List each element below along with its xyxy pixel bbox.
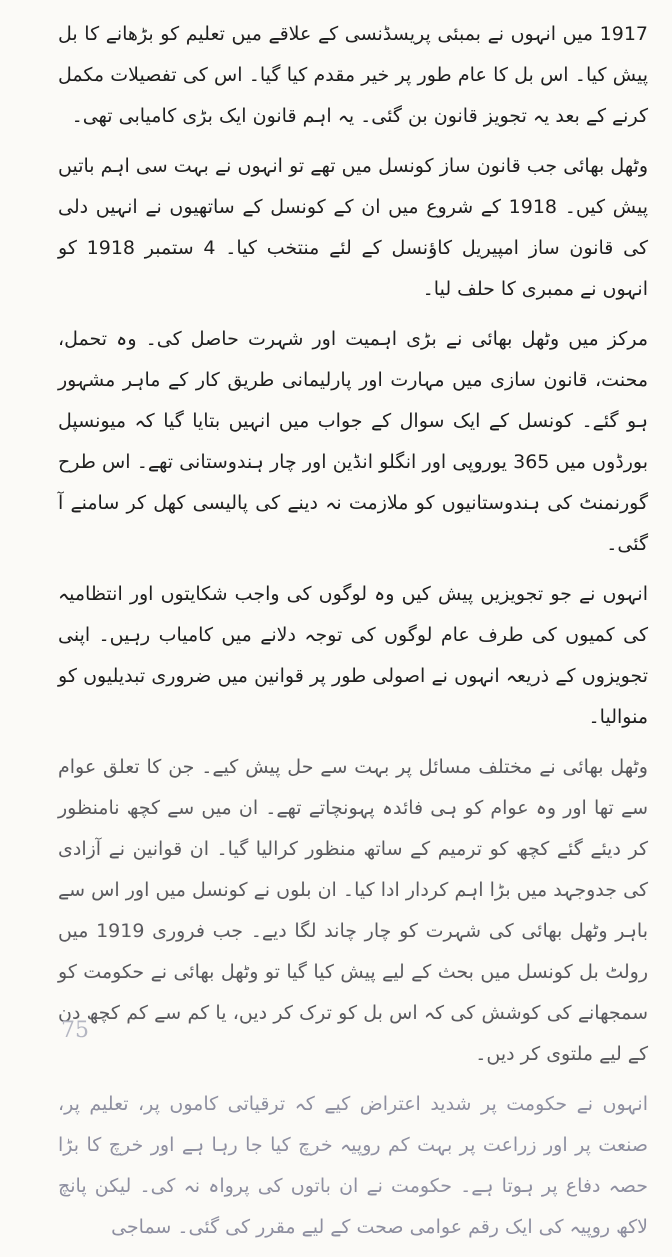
text-line: میں اور اس سے باہر وٹھل بھائی کی شہرت کو چار چاند لگا دیے۔ جب فروری 1919 میں رولٹ xyxy=(58,879,649,983)
text-line: سامنے آ گئی۔ xyxy=(58,492,648,555)
paragraph-1 xyxy=(58,14,648,137)
text-line: امپیریل کاؤنسل کے لئے منتخب کیا۔ 4 ستمبر 1918 کو انہوں نے ممبری کا حلف لیا۔ xyxy=(58,237,648,300)
text-line: کیں۔ 1918 کے شروع میں ان کے کونسل کے ساتھیوں نے انہیں دلی کی قانون ساز xyxy=(58,196,648,259)
text-line: 1917 میں انہوں نے بمبئی پریسڈنسی کے علاقے میں تعلیم کو بڑھانے کا بل پیش کیا۔ اس بل کا xyxy=(58,23,649,86)
paragraph-3 xyxy=(58,319,648,565)
text-line: قانون ایک بڑی کامیابی تھی۔ xyxy=(71,105,297,127)
text-line: زراعت پر بہت کم روپیہ خرچ کیا جا رہا ہے اور خرچ کا بڑا حصہ دفاع پر ہوتا ہے۔ حکومت نے ان xyxy=(58,1134,648,1197)
page-number: 75 xyxy=(61,1018,89,1043)
text-line: طور پر قوانین میں ضروری تبدیلیوں کو منوالیا۔ xyxy=(58,665,648,728)
paragraph-2 xyxy=(58,146,648,310)
text-line: انہوں نے جو تجویزیں پیش کیں وہ لوگوں کی واجب شکایتوں اور انتظامیہ کی کمیوں کی xyxy=(58,583,649,646)
text-line: وہ عوام کو ہی فائدہ پہونچاتے تھے۔ ان میں سے کچھ نامنظور کر دیئے گئے کچھ کو ترمیم کے ساتھ xyxy=(58,797,648,860)
paragraph-6 xyxy=(58,1084,648,1248)
text-line: انہوں نے حکومت پر شدید اعتراض کیے کہ ترقیاتی کاموں پر، تعلیم پر، صنعت پر اور xyxy=(58,1093,648,1156)
page-text xyxy=(58,14,648,1257)
text-line: جواب میں انہیں بتایا گیا کہ میونسپل بورڈوں میں 365 یوروپی اور انگلو انڈین اور چار xyxy=(58,410,648,473)
text-line: وٹھل بھائی جب قانون ساز کونسل میں تھے تو انہوں نے بہت سی اہم باتیں پیش xyxy=(58,155,649,218)
text-line: کی کہ اس بل کو ترک کر دیں، یا کم سے کم کچھ دن کے لیے ملتوی کر دیں۔ xyxy=(58,1002,648,1065)
text-line: طرف عام لوگوں کی توجہ دلانے میں کامیاب رہیں۔ اپنی تجویزوں کے ذریعہ انہوں نے اصولی xyxy=(58,624,649,687)
text-line: منظور کرالیا گیا۔ ان قوانین نے آزادی کی جدوجہد میں بڑا اہم کردار ادا کیا۔ ان بلوں نے کونسل xyxy=(58,838,648,901)
text-line: مرکز میں وٹھل بھائی نے بڑی اہمیت اور شہرت حاصل کی۔ وہ تحمل، محنت، قانون xyxy=(58,328,649,391)
text-line: بل کونسل میں بحث کے لیے پیش کیا گیا تو وٹھل بھائی نے حکومت کو سمجھانے کی کوشش xyxy=(58,961,648,1024)
paragraph-4 xyxy=(58,574,648,738)
text-line: باتوں کی پرواہ نہ کی۔ لیکن پانچ لاکھ روپیہ کی ایک رقم عوامی صحت کے لیے مقرر کی گئی۔ سماجی xyxy=(58,1175,648,1238)
text-line: عام طور پر خیر مقدم کیا گیا۔ اس کی تفصیلات مکمل کرنے کے بعد یہ تجویز قانون بن گئی۔ یہ اہم xyxy=(58,64,648,127)
text-line: سازی میں مہارت اور پارلیمانی طریق کار کے ماہر مشہور ہو گئے۔ کونسل کے ایک سوال کے xyxy=(58,369,648,432)
text-line: ہندوستانی تھے۔ اس طرح گورنمنٹ کی ہندوستانیوں کو ملازمت نہ دینے کی پالیسی کھل کر xyxy=(58,451,648,514)
paragraph-5 xyxy=(58,747,648,1075)
text-line: وٹھل بھائی نے مختلف مسائل پر بہت سے حل پیش کیے۔ جن کا تعلق عوام سے تھا اور xyxy=(58,756,648,819)
